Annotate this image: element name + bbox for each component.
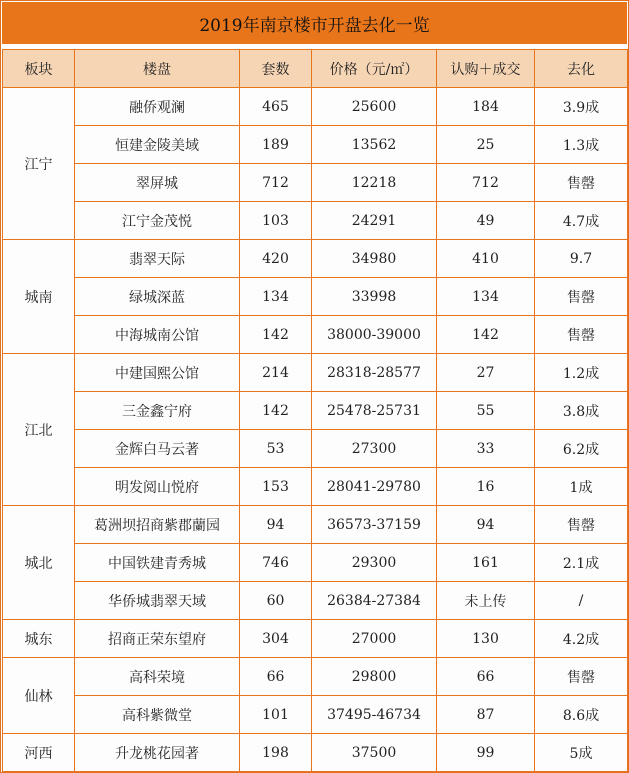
region-cell: 城北	[3, 506, 75, 620]
header-cell: 楼盘	[75, 50, 240, 88]
rate-cell: 售罄	[535, 506, 628, 544]
sold-cell: 184	[437, 88, 535, 126]
table-row	[3, 696, 628, 734]
header-row	[3, 50, 628, 88]
project-cell: 葛洲坝招商紫郡蘭园	[75, 506, 240, 544]
units-cell: 214	[240, 354, 312, 392]
sales-table	[2, 49, 628, 772]
table-row	[3, 430, 628, 468]
rate-cell: 3.8成	[535, 392, 628, 430]
price-cell: 12218	[312, 164, 437, 202]
table-row	[3, 164, 628, 202]
rate-cell: 4.2成	[535, 620, 628, 658]
project-cell: 融侨观澜	[75, 88, 240, 126]
sold-cell: 130	[437, 620, 535, 658]
price-cell: 37500	[312, 734, 437, 772]
sold-cell: 27	[437, 354, 535, 392]
table-row	[3, 544, 628, 582]
header-cell: 价格（元/㎡）	[312, 50, 437, 88]
price-cell: 25478-25731	[312, 392, 437, 430]
project-cell: 招商正荣东望府	[75, 620, 240, 658]
price-cell: 25600	[312, 88, 437, 126]
table-title: 2019年南京楼市开盘去化一览	[2, 2, 627, 44]
rate-cell: 1成	[535, 468, 628, 506]
price-cell: 38000-39000	[312, 316, 437, 354]
units-cell: 465	[240, 88, 312, 126]
sold-cell: 161	[437, 544, 535, 582]
region-cell: 江宁	[3, 88, 75, 240]
table-row	[3, 88, 628, 126]
price-cell: 36573-37159	[312, 506, 437, 544]
table-row	[3, 316, 628, 354]
region-cell: 仙林	[3, 658, 75, 734]
project-cell: 华侨城翡翠天域	[75, 582, 240, 620]
rate-cell: 售罄	[535, 658, 628, 696]
region-cell: 江北	[3, 354, 75, 506]
sold-cell: 410	[437, 240, 535, 278]
units-cell: 94	[240, 506, 312, 544]
sold-cell: 66	[437, 658, 535, 696]
units-cell: 304	[240, 620, 312, 658]
table-row	[3, 658, 628, 696]
units-cell: 66	[240, 658, 312, 696]
table-row	[3, 278, 628, 316]
units-cell: 103	[240, 202, 312, 240]
project-cell: 金辉白马云著	[75, 430, 240, 468]
price-cell: 34980	[312, 240, 437, 278]
sold-cell: 99	[437, 734, 535, 772]
header-cell: 板块	[3, 50, 75, 88]
table-row	[3, 354, 628, 392]
sold-cell: 33	[437, 430, 535, 468]
price-cell: 24291	[312, 202, 437, 240]
units-cell: 134	[240, 278, 312, 316]
header-cell: 去化	[535, 50, 628, 88]
rate-cell: /	[535, 582, 628, 620]
price-cell: 33998	[312, 278, 437, 316]
rate-cell: 售罄	[535, 164, 628, 202]
rate-cell: 1.3成	[535, 126, 628, 164]
rate-cell: 1.2成	[535, 354, 628, 392]
sold-cell: 134	[437, 278, 535, 316]
project-cell: 翠屏城	[75, 164, 240, 202]
units-cell: 189	[240, 126, 312, 164]
table-row	[3, 392, 628, 430]
project-cell: 高科紫微堂	[75, 696, 240, 734]
sold-cell: 712	[437, 164, 535, 202]
price-cell: 27300	[312, 430, 437, 468]
units-cell: 142	[240, 392, 312, 430]
rate-cell: 8.6成	[535, 696, 628, 734]
sold-cell: 87	[437, 696, 535, 734]
table-row	[3, 126, 628, 164]
project-cell: 中建国熙公馆	[75, 354, 240, 392]
sold-cell: 16	[437, 468, 535, 506]
table-row	[3, 506, 628, 544]
units-cell: 101	[240, 696, 312, 734]
units-cell: 746	[240, 544, 312, 582]
price-cell: 28318-28577	[312, 354, 437, 392]
rate-cell: 2.1成	[535, 544, 628, 582]
units-cell: 60	[240, 582, 312, 620]
price-cell: 27000	[312, 620, 437, 658]
project-cell: 中国铁建青秀城	[75, 544, 240, 582]
table-body	[3, 88, 628, 772]
price-cell: 37495-46734	[312, 696, 437, 734]
price-cell: 29800	[312, 658, 437, 696]
project-cell: 明发阅山悦府	[75, 468, 240, 506]
rate-cell: 9.7	[535, 240, 628, 278]
region-cell: 河西	[3, 734, 75, 772]
project-cell: 三金鑫宁府	[75, 392, 240, 430]
price-cell: 13562	[312, 126, 437, 164]
sold-cell: 未上传	[437, 582, 535, 620]
table-row	[3, 734, 628, 772]
table-row	[3, 620, 628, 658]
sold-cell: 142	[437, 316, 535, 354]
table-row	[3, 468, 628, 506]
price-cell: 28041-29780	[312, 468, 437, 506]
rate-cell: 3.9成	[535, 88, 628, 126]
rate-cell: 5成	[535, 734, 628, 772]
region-cell: 城南	[3, 240, 75, 354]
project-cell: 恒建金陵美域	[75, 126, 240, 164]
table-row	[3, 582, 628, 620]
units-cell: 153	[240, 468, 312, 506]
units-cell: 198	[240, 734, 312, 772]
price-cell: 26384-27384	[312, 582, 437, 620]
project-cell: 升龙桃花园著	[75, 734, 240, 772]
price-cell: 29300	[312, 544, 437, 582]
units-cell: 142	[240, 316, 312, 354]
header-cell: 套数	[240, 50, 312, 88]
rate-cell: 售罄	[535, 278, 628, 316]
units-cell: 420	[240, 240, 312, 278]
rate-cell: 售罄	[535, 316, 628, 354]
sold-cell: 49	[437, 202, 535, 240]
region-cell: 城东	[3, 620, 75, 658]
rate-cell: 4.7成	[535, 202, 628, 240]
project-cell: 绿城深蓝	[75, 278, 240, 316]
sold-cell: 94	[437, 506, 535, 544]
project-cell: 翡翠天际	[75, 240, 240, 278]
table-row	[3, 240, 628, 278]
rate-cell: 6.2成	[535, 430, 628, 468]
units-cell: 53	[240, 430, 312, 468]
header-cell: 认购＋成交	[437, 50, 535, 88]
units-cell: 712	[240, 164, 312, 202]
project-cell: 高科荣境	[75, 658, 240, 696]
sold-cell: 55	[437, 392, 535, 430]
project-cell: 中海城南公馆	[75, 316, 240, 354]
table-row	[3, 202, 628, 240]
project-cell: 江宁金茂悦	[75, 202, 240, 240]
sold-cell: 25	[437, 126, 535, 164]
